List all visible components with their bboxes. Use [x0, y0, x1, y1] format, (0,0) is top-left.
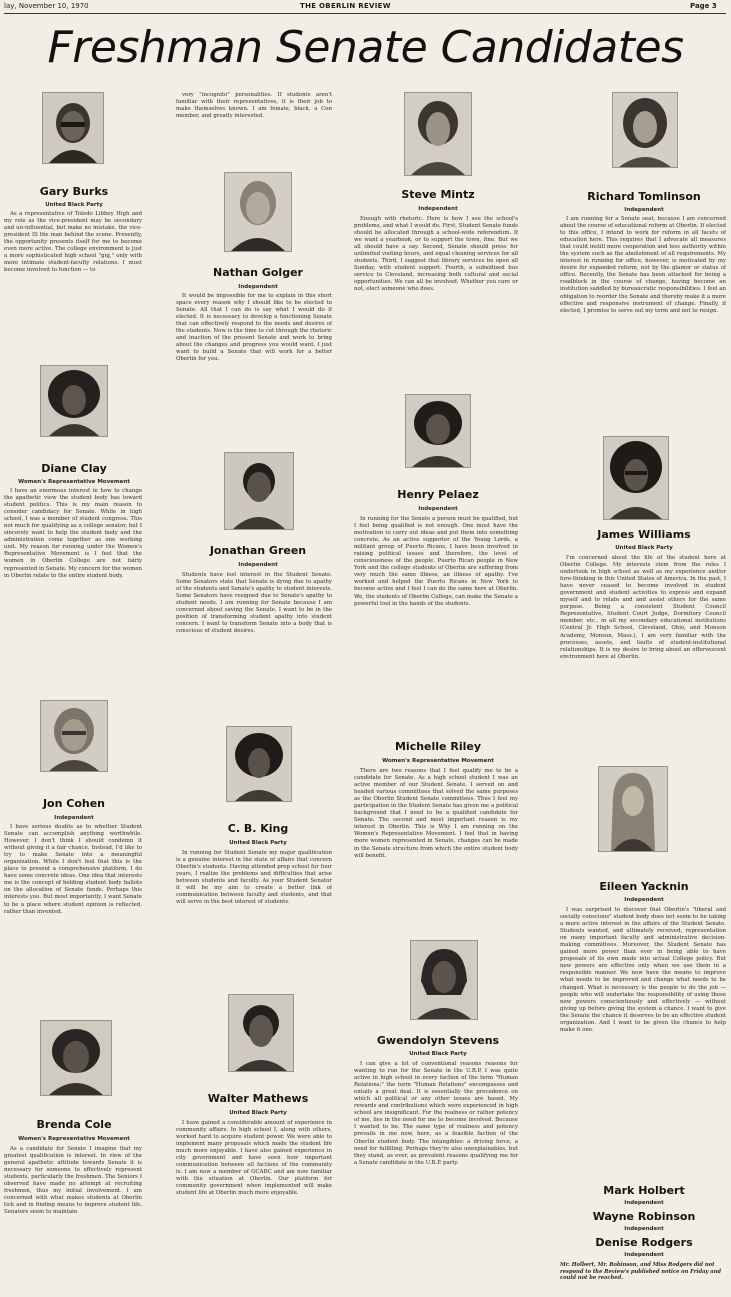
candidate-party: United Black Party: [229, 1110, 287, 1116]
candidate-statement: In running for the Senate a person must be qualified, but I feel being qualified is not enough. One must have the motivation to carry out ideas and put them into something concrete. As an active supporter of the Young Lords, a militant group of Puerto Ricans, I have been involved in raising political issues and therefore, the level of consciousness of the people. Puerto Rican people in New York and the college students of Oberlin are suffering from very much the same illness, an illness of apathy. I've worked and helped the Puerto Ricans in New York to become active and I feel I can do the same here at Oberlin. We, the students of Oberlin College, can make the Senate a powerful tool in the hands of the students.: [354, 516, 518, 607]
candidate-statement: As a candidate for Senate I imagine that my greatest qualification is interest. In view of the general apathetic attitude towards Senate it is necessary for someone to effectively represent students, particularly the freshmen. The Seniors I observed have made no attempt at recruiting freshmen, thus my initial involvement. I am concerned with what makes students at Oberlin tick and in finding means to improve student life. Senators seem to maintain: [4, 1146, 142, 1216]
candidate-name: Michelle Riley: [394, 740, 481, 753]
candidate-name: Brenda Cole: [36, 1118, 112, 1131]
candidate-party: Independent: [624, 1200, 664, 1206]
candidate-photo: [40, 365, 108, 437]
portrait-icon: [604, 437, 668, 519]
candidate-name: C. B. King: [227, 822, 289, 835]
portrait-icon: [613, 93, 677, 167]
candidate-statement: Enough with rhetoric. Here is how I see the school's problems, and what I would do. First, Student Senate funds should be allocated through a school-wide referendum. If we want a yearbook, or to support the town, fine. But we all should have a say. Second, Senate should press for unlimited visiting hours, and equal cleaning services for all students. Third, I suggest that library services be open all Sunday, with student support. Fourth, a subsidized bus service to Cleveland, increasing both cultural and social opportunities. We can all be involved. Whether you care or not, elect someone who does.: [354, 216, 518, 293]
candidate-party: Women's Representative Movement: [18, 1136, 130, 1142]
carryover-text: very "incognito" personalities. If students aren't familiar with their representatives, it is their job to make themselves known. I am female, black, a Con member, and greatly interested.: [176, 92, 332, 120]
candidate-party: Independent: [624, 1226, 664, 1232]
footnote: Mr. Holbert, Mr. Robinson, and Miss Rodgers did not respond to the Review's published notice on Friday and could not be reached.: [560, 1262, 722, 1282]
candidate-party: United Black Party: [229, 840, 287, 846]
candidate-statement: I have an enormous interest in how to change the apathetic view the student body has toward student politics. This is my main reason to consider candidacy for Senate. While in high school, I was a member of student congress. This not much for qualifying as a college senator, but I sincerely want to help the student body and the administration come together as one working unit. My reason for running under the Women's Representative Movement is I feel that the women in Oberlin College are not fairly represented in Senate. My concern for the women in Oberlin relate to the entire student body.: [4, 488, 142, 579]
candidate-party: Independent: [418, 206, 458, 212]
candidate-name: Diane Clay: [41, 462, 107, 475]
portrait-icon: [406, 395, 470, 467]
candidate-photo: [598, 766, 668, 852]
portrait-icon: [225, 173, 291, 251]
page-header: [0, 0, 731, 16]
candidate-statement: There are two reasons that I feel qualify me to be a candidate for Senate. As a high school student I was an active member of our Student Senate. I served on and headed various committees that solved the same purposes as the Oberlin Student Senate committees. Thus I feel my participation in the Student Senate has given me a political background that I need to be a qualified candidate for Senate. The second and most important reason is my interest in Oberlin. This is Why I am running on the Women's Representative Movement. I feel that in having more women represented in Senate, changes can be made in the Senate structure from which the entire student body will benefit.: [354, 768, 518, 859]
candidate-statement: I am running for a Senate seat, because I am concerned about the course of educational reform at Oberlin. If elected to this office, I intend to work for reform in all facets of education here. This requires that I advocate all measures that could instill more cooperation and less authority within the system such as the abolishment of all requirements. My interest in running for office, however, is motivated by my desire for expanded reform, not by the glamor or status of office. Recently, the Senate has been attacked for being a roadblock in the course of change, having become an institution saddled by bureaucratic responsibilities. I feel an obligation to reorder the Senate and thereby make it a more effective and responsive instrument of change. Finally, if elected, I promise to serve out my term and not to resign.: [560, 216, 726, 314]
candidate-name: Nathan Golger: [213, 266, 303, 279]
candidate-party: United Black Party: [409, 1051, 467, 1057]
candidate-party: Independent: [624, 1252, 664, 1258]
candidate-name: Gwendolyn Stevens: [376, 1034, 500, 1047]
candidate-party: Independent: [624, 207, 664, 213]
candidate-statement: In running for Student Senate my major qualification is a genuine interest in the state of affairs that concern Oberlin's students. Having attended prep school for four years, I realize the problems and difficulties that arise between students and faculty. As your Student Senator it will be my aim to create a better link of communication between faculty and students, and that will serve in the best interest of students.: [176, 850, 332, 906]
candidate-name: Mark Holbert: [603, 1184, 685, 1197]
candidate-name: Walter Mathews: [207, 1092, 309, 1105]
candidate-party: Independent: [54, 815, 94, 821]
page-number: Page 3: [690, 2, 717, 10]
portrait-icon: [43, 93, 103, 163]
candidate-statement: I have serious doubts as to whether Student Senate can accomplish anything worthwhile. However, I don't think I should condemn it without giving it a fair chance. Instead, I'd like to try to make Senate into a meaningful organization. While I don't feel that this is the place to present a comprehensive platform, I do have some concrete ideas. One idea that interests me is the concept of holding student body ballots on the allocation of Senate funds. Perhaps this interests you. But most importantly, I want Senate to be a place where student opinion is reflected, rather than invented.: [4, 824, 142, 915]
candidate-name: Richard Tomlinson: [587, 190, 701, 203]
candidate-party: Independent: [238, 562, 278, 568]
candidate-name: Jonathan Green: [209, 544, 307, 557]
candidate-photo: [410, 940, 478, 1020]
candidate-name: Steve Mintz: [401, 188, 475, 201]
candidate-party: Independent: [418, 506, 458, 512]
candidate-photo: [224, 172, 292, 252]
candidate-statement: It would be impossible for me to explain in this short space every reason why I should like to be elected to Senate. All that I can do is say what I would do if elected. It is necessary to develop a functioning Senate that can effectively respond to the needs and desires of the students. Now is the time to cut through the rhetoric and inaction of the present Senate and work to bring about the changes and progress you would want. I just want to build a Senate that will work for a better Oberlin for you.: [176, 293, 332, 363]
candidate-statement: I was surprised to discover that Oberlin's "liberal and socially conscious" student body does not seem to be taking a more active interest in the affairs of the Student Senate. Students wanted, and ultimately received, representation on many important faculty and administrative decision-making committees. Moreover, the Student Senate has gained more power than ever in being able to have proposals of its own made into actual College policy. But new powers are effective only when we use them in a responsible manner. We now have the means to improve what needs to be improved and change what needs to be changed. What is necessary is the people to do the job — people who will undertake the responsibility of using these new powers conscientiously and effectively — without giving up before giving the system a chance. I want to give the Senate the chance it deserves to be an effective student organization. And I want to be given the chance to help make it one.: [560, 907, 726, 1033]
portrait-icon: [41, 701, 107, 771]
candidate-photo: [226, 726, 292, 802]
candidate-name: Gary Burks: [39, 185, 109, 198]
candidate-photo: [404, 92, 472, 176]
candidate-statement: I have gained a considerable amount of experience in community affairs. In high school I, along with others, worked hard to acquire student power. We were able to implement many proposals which made the student life much more enjoyable. I have also gained experience in city government and have seen how important communication between all factions of the community is. I am now a member of OCABC and am now familiar with the situation at Oberlin. Our platform for community government when implemented will make student life at Oberlin much more enjoyable.: [176, 1120, 332, 1197]
portrait-icon: [227, 727, 291, 801]
candidate-photo: [40, 1020, 112, 1096]
portrait-icon: [225, 453, 293, 529]
header-rule: [4, 13, 726, 14]
candidate-statement: I can give a lot of conventional reasons reasons for wanting to run for the Senate in the U.B.P. I was quite active in high school in every faction of the term "Human Relations;" the term "Human Relations" encompasses and entails a great deal. It is essentially the precedence on which all political or any other issues are based. My rewards and contributions which were experienced in high school are insignificant. For the realness or rather potency of me, lies in the need for me to become involved. Because I wanted to be. The same type of realness and potency prevails in me now, here, as a feasible faction of the Oberlin student body. The intangibles: a driving force, a need for fulfilling. Perhaps they're also unexplainables, but they stand, as ever, as prevalent reasons qualifying me for a Senate candidate in the U.B.P. party.: [354, 1061, 518, 1166]
portrait-icon: [405, 93, 471, 175]
candidate-name: Eileen Yacknin: [599, 880, 689, 893]
candidate-party: Women's Representative Movement: [382, 758, 494, 764]
portrait-icon: [41, 366, 107, 436]
candidate-name: Wayne Robinson: [592, 1210, 696, 1223]
issue-date: lay, November 10, 1970: [4, 2, 89, 10]
candidate-party: Independent: [238, 284, 278, 290]
portrait-icon: [229, 995, 293, 1071]
candidate-statement: I'm concerned about the life of the student here at Oberlin College. My interests stem from the roles I undertook in high school as well as my experience and/or fore-thinking in this United States of America. In the past, I have never ceased to become involved in student government and student activities to express and expand myself and to relate and and assist others for the same purpose. Being a consistent Student Council Representative, Student Court Judge, Dormitory Council member, etc., in all my secondary educational institutions (Central Jr. High School, Cleveland, Ohio, and Monson Academy, Monson, Mass.), I am very familiar with the processes, assets, and faults of student-institutional relationships. It is my desire to bring about an effervescent environment here at Oberlin.: [560, 555, 726, 660]
candidate-photo: [405, 394, 471, 468]
portrait-icon: [41, 1021, 111, 1095]
candidate-photo: [224, 452, 294, 530]
candidate-party: Women's Representative Movement: [18, 479, 130, 485]
portrait-icon: [599, 767, 667, 851]
candidate-photo: [42, 92, 104, 164]
candidate-photo: [228, 994, 294, 1072]
candidate-party: Independent: [624, 897, 664, 903]
candidate-name: Henry Pelaez: [397, 488, 479, 501]
candidate-photo: [612, 92, 678, 168]
candidate-statement: Students have lost interest in the Student Senate. Some Senators state that Senate is dying due to apathy of the students and Senate's apathy to student interests. Some Senators have resigned due to Senate's apathy to student needs. I am running for Senate because I am concerned about saving the Senate. I want to be in the position of transforming student apathy into student concern. I want to transform Senate into a body that is conscious of student desires.: [176, 572, 332, 635]
portrait-icon: [411, 941, 477, 1019]
candidate-statement: As a representative of Toledo Libbey High and my role as the vice-president may be secondary and un-influential, but make no mistake, the vice-president IS the man behind the scene. Presently, the opportunity presents itself for me to become even more active. The college environment is just a more sophisticated high school "gig," only with more intimate student-faculty relations. I must become involved to function — to: [4, 211, 142, 274]
candidate-name: Denise Rodgers: [595, 1236, 693, 1249]
candidate-photo: [40, 700, 108, 772]
page-headline: Freshman Senate Candidates: [47, 22, 684, 73]
candidate-party: United Black Party: [615, 545, 673, 551]
candidate-name: James Williams: [597, 528, 691, 541]
candidate-photo: [603, 436, 669, 520]
candidate-name: Jon Cohen: [42, 797, 106, 810]
newspaper-name: THE OBERLIN REVIEW: [300, 2, 391, 10]
candidate-party: United Black Party: [45, 202, 103, 208]
